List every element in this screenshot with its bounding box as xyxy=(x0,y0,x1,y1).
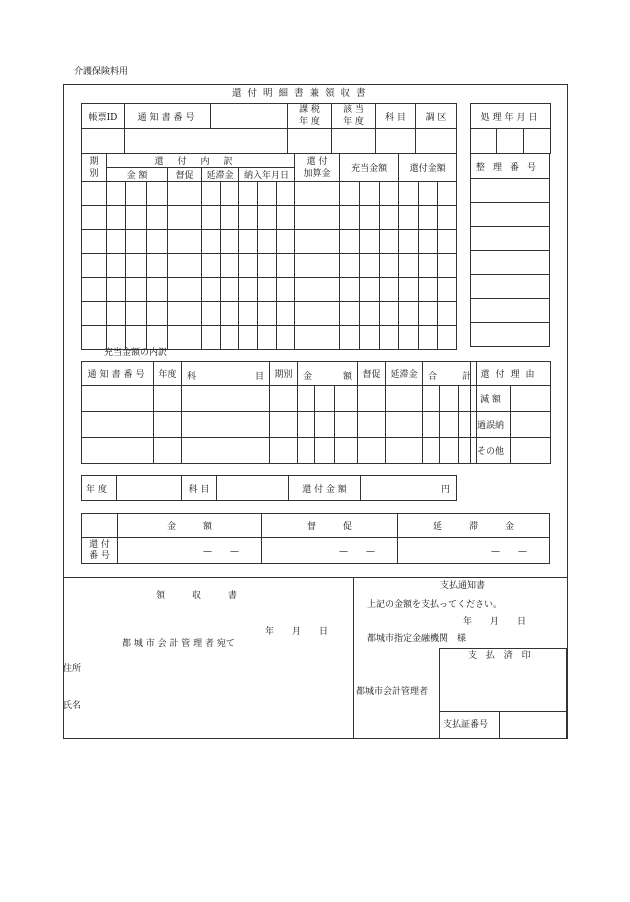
treasurer-label: 都城市会計管理者 xyxy=(356,687,429,697)
reference-no-field[interactable] xyxy=(471,251,550,275)
summary-subject-label: 科 目 xyxy=(182,476,217,501)
reference-no-field[interactable] xyxy=(471,299,550,323)
table-row[interactable] xyxy=(82,302,457,326)
adjustment-field[interactable] xyxy=(416,129,457,154)
notice-no-label: 通知書番号 xyxy=(125,104,211,129)
table-row[interactable] xyxy=(82,412,477,438)
applied-reminder-label: 督促 xyxy=(358,362,386,386)
subject-label: 科 目 xyxy=(376,104,416,129)
receipt-title: 領 収 書 xyxy=(156,591,238,601)
applied-late-fee-label: 延滞金 xyxy=(386,362,423,386)
refund-breakdown-label: 還付内訳 xyxy=(107,154,295,168)
bottom-reminder-label: 督 促 xyxy=(262,514,398,538)
reference-no-field[interactable] xyxy=(471,275,550,299)
amount-label: 金 額 xyxy=(107,168,168,182)
payment-date-label: 納入年月日 xyxy=(239,168,295,182)
table-row[interactable] xyxy=(82,386,477,412)
refund-interest-label-1: 還 付 xyxy=(306,156,328,167)
form-title: 還付明細書兼領収書 xyxy=(232,88,372,99)
subject-field[interactable] xyxy=(376,129,416,154)
reference-no-field[interactable] xyxy=(471,323,550,347)
applied-breakdown-caption: 充当金額の内訳 xyxy=(104,348,168,358)
tax-year-label-1: 課 税 xyxy=(299,105,320,115)
payment-notice-date: 年 月 日 xyxy=(463,617,527,627)
applied-total-label: 合 xyxy=(428,372,438,382)
table-row[interactable] xyxy=(82,326,457,350)
applied-breakdown-table xyxy=(81,361,477,464)
tax-year-field[interactable] xyxy=(288,129,332,154)
period-label-1: 期 xyxy=(89,156,99,167)
address-label: 住所 xyxy=(63,664,82,674)
reference-no-label: 整理番号 xyxy=(471,154,550,179)
name-label: 氏名 xyxy=(63,701,82,711)
reference-no-field[interactable] xyxy=(471,227,550,251)
table-row[interactable] xyxy=(82,206,457,230)
summary-subject-field[interactable] xyxy=(217,476,289,501)
ledger-id-label: 帳票ID xyxy=(82,104,125,129)
applied-amount-label: 充当金額 xyxy=(340,154,399,182)
refund-amount-label: 還付金額 xyxy=(399,154,457,182)
late-fee-label: 延滞金 xyxy=(202,168,239,182)
certificate-no-label: 支払証番号 xyxy=(443,720,489,730)
processing-date-field[interactable] xyxy=(471,129,551,154)
reference-no-field[interactable] xyxy=(471,203,550,227)
adjustment-label: 調 区 xyxy=(416,104,457,129)
applicable-year-label-1: 該 当 xyxy=(343,105,364,115)
reason-decrease-label: 減 額 xyxy=(471,386,511,412)
refund-number-table xyxy=(81,513,550,564)
applied-subject-label: 科 xyxy=(187,372,197,382)
summary-refund-amount-field[interactable]: 円 xyxy=(361,476,457,501)
header-note: 介護保険料用 xyxy=(74,67,129,77)
reason-decrease-field[interactable] xyxy=(511,386,551,412)
reminder-label: 督促 xyxy=(168,168,202,182)
payment-notice-message: 上記の金額を支払ってください。 xyxy=(367,600,503,610)
certificate-divider-vertical xyxy=(499,711,500,739)
refund-reason-title: 還付理由 xyxy=(471,362,551,386)
notice-no-field[interactable] xyxy=(211,104,288,129)
table-row[interactable] xyxy=(82,438,477,464)
receipt-addressee: 都 城 市 会 計 管 理 者 宛て xyxy=(122,639,235,649)
summary-refund-amount-label: 還 付 金 額 xyxy=(289,476,361,501)
payment-notice-bank: 都城市指定金融機関 様 xyxy=(367,634,467,644)
summary-year-label: 年 度 xyxy=(82,476,117,501)
reason-other-field[interactable] xyxy=(511,438,551,464)
applicable-year-field[interactable] xyxy=(332,129,376,154)
applied-amount-col-label-2: 額 xyxy=(343,372,353,382)
table-row[interactable] xyxy=(82,254,457,278)
refund-reason-table xyxy=(470,361,551,464)
table-row[interactable] xyxy=(82,230,457,254)
bottom-late-fee-field[interactable]: — — xyxy=(398,538,550,564)
notice-no-value-field[interactable] xyxy=(125,129,288,154)
bottom-late-fee-label: 延 滞 金 xyxy=(398,514,550,538)
section-divider-vertical xyxy=(353,577,354,739)
tax-year-label-2: 年 度 xyxy=(299,117,320,127)
section-divider xyxy=(63,577,568,578)
bottom-reminder-field[interactable]: — — xyxy=(262,538,398,564)
table-row[interactable] xyxy=(82,278,457,302)
applicable-year-label-2: 年 度 xyxy=(343,117,364,127)
ledger-id-field[interactable] xyxy=(82,129,125,154)
reason-overpayment-label: 過誤納 xyxy=(471,412,511,438)
applied-amount-col-label: 金 xyxy=(303,372,313,382)
payment-notice-title: 支払通知書 xyxy=(440,581,486,591)
reason-overpayment-field[interactable] xyxy=(511,412,551,438)
receipt-date: 年 月 日 xyxy=(265,627,329,637)
applied-subject-label-2: 目 xyxy=(254,372,264,382)
refund-interest-label-2: 加算金 xyxy=(303,168,331,179)
summary-year-field[interactable] xyxy=(117,476,182,501)
applied-total-label-2: 計 xyxy=(462,372,472,382)
applied-year-label: 年度 xyxy=(154,362,182,386)
certificate-divider xyxy=(439,711,567,712)
period-label-2: 別 xyxy=(89,168,99,179)
summary-row xyxy=(81,475,457,501)
applied-period-label: 期別 xyxy=(270,362,298,386)
bottom-amount-label: 金 額 xyxy=(118,514,262,538)
table-row[interactable] xyxy=(82,182,457,206)
paid-stamp-label: 支 払 済 印 xyxy=(468,651,534,661)
reference-no-field[interactable] xyxy=(471,179,550,203)
processing-date-label: 処理年月日 xyxy=(471,104,551,129)
refund-no-label-2: 番 号 xyxy=(89,550,110,561)
reason-other-label: その他 xyxy=(471,438,511,464)
refund-no-label-1: 還 付 xyxy=(89,539,110,550)
bottom-amount-field[interactable]: — — xyxy=(118,538,262,564)
applied-notice-no-label: 通知書番号 xyxy=(82,362,154,386)
